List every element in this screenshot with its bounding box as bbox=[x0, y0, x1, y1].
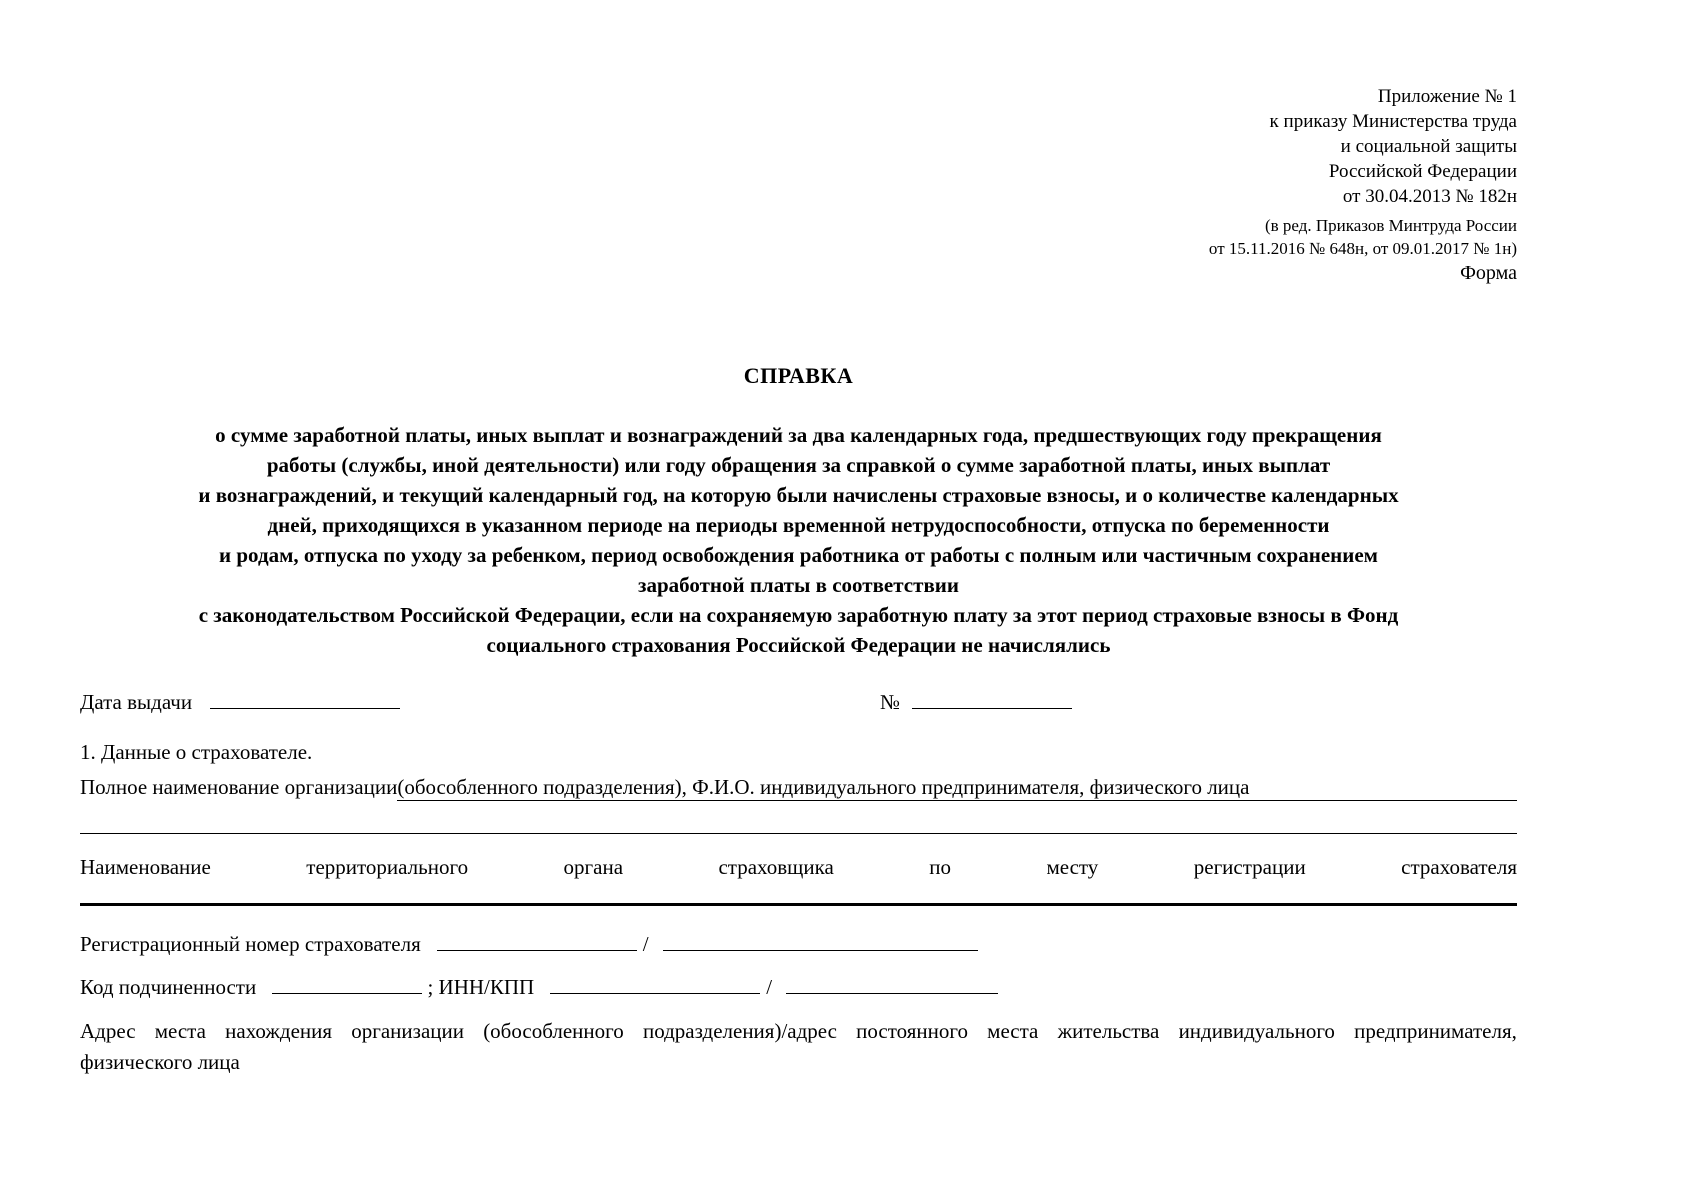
subtitle-line: дней, приходящихся в указанном периоде на периоды временной нетрудоспособности, отпуска по беременности bbox=[267, 513, 1330, 537]
subtitle-line: социального страхования Российской Федерации не начислялись bbox=[486, 633, 1111, 657]
insured-full-name-row bbox=[80, 775, 1517, 801]
appendix-line: от 30.04.2013 № 182н bbox=[1342, 186, 1517, 207]
subtitle-line: о сумме заработной платы, иных выплат и вознаграждений за два календарных года, предшествующих году прекращения bbox=[215, 423, 1382, 447]
issue-date-label: Дата выдачи bbox=[80, 690, 193, 714]
appendix-line: и социальной защиты bbox=[1340, 136, 1517, 157]
edit-note-line: (в ред. Приказов Минтруда России bbox=[1264, 216, 1517, 235]
appendix-line: к приказу Министерства труда bbox=[1269, 111, 1517, 132]
number-group bbox=[880, 688, 1072, 715]
insured-full-name-prefix: Полное наименование организации bbox=[80, 775, 398, 799]
territorial-word: месту bbox=[1046, 855, 1099, 879]
subordination-code-row bbox=[80, 973, 1517, 1000]
address-word: постоянного bbox=[856, 1019, 968, 1043]
address-label-line-1 bbox=[80, 1016, 1517, 1047]
inn-field[interactable] bbox=[550, 973, 760, 994]
insured-full-name-underlined-label: (обособленного подразделения), Ф.И.О. индивидуального предпринимателя, физического лица bbox=[397, 775, 1250, 799]
appendix-line: Российской Федерации bbox=[1328, 161, 1517, 182]
slash-separator: / bbox=[642, 932, 649, 956]
slash-separator: / bbox=[766, 975, 773, 999]
address-word: места bbox=[987, 1019, 1039, 1043]
territorial-word: по bbox=[929, 855, 951, 879]
insured-full-name-field[interactable] bbox=[1249, 775, 1517, 801]
territorial-word: Наименование bbox=[80, 855, 211, 879]
registration-number-field-2[interactable] bbox=[663, 930, 978, 951]
territorial-word: регистрации bbox=[1193, 855, 1306, 879]
address-label-line-2: физического лица bbox=[80, 1050, 240, 1074]
section1-heading: 1. Данные о страхователе. bbox=[80, 740, 313, 764]
issue-date-row bbox=[80, 688, 1517, 715]
subtitle-line: работы (службы, иной деятельности) или году обращения за справкой о сумме заработной платы, иных выплат bbox=[266, 453, 1331, 477]
document-title: СПРАВКА bbox=[743, 363, 854, 388]
form-label: Форма bbox=[1460, 262, 1517, 284]
address-word: индивидуального bbox=[1178, 1019, 1335, 1043]
issue-date-field[interactable] bbox=[210, 688, 400, 709]
subtitle-line: с законодательством Российской Федерации, если на сохраняемую заработную плату за этот период страховые взносы в Фонд bbox=[198, 603, 1399, 627]
territorial-body-label-row bbox=[80, 855, 1517, 880]
registration-number-label: Регистрационный номер страхователя bbox=[80, 932, 421, 956]
address-word: предпринимателя, bbox=[1354, 1019, 1517, 1043]
address-word: подразделения)/адрес bbox=[642, 1019, 837, 1043]
registration-number-field-1[interactable] bbox=[437, 930, 637, 951]
appendix-reference bbox=[1270, 84, 1517, 209]
address-word: Адрес bbox=[80, 1019, 136, 1043]
subtitle-line: и родам, отпуска по уходу за ребенком, период освобождения работника от работы с полным или частичным сохранением bbox=[219, 543, 1378, 567]
subordination-code-label: Код подчиненности bbox=[80, 975, 257, 999]
edit-note bbox=[1209, 214, 1517, 260]
registration-number-row bbox=[80, 930, 1517, 957]
appendix-line: Приложение № 1 bbox=[1377, 86, 1517, 107]
edit-note-line: от 15.11.2016 № 648н, от 09.01.2017 № 1н) bbox=[1208, 239, 1517, 258]
kpp-field[interactable] bbox=[786, 973, 998, 994]
address-block bbox=[80, 1016, 1517, 1078]
territorial-word: страхователя bbox=[1401, 855, 1517, 879]
territorial-word: территориального bbox=[306, 855, 469, 879]
territorial-body-field-line[interactable] bbox=[80, 903, 1517, 906]
subtitle-line: и вознаграждений, и текущий календарный год, на которую были начислены страховые взносы, и о количестве календарных bbox=[198, 483, 1399, 507]
address-word: места bbox=[154, 1019, 206, 1043]
inn-kpp-label: ; ИНН/КПП bbox=[427, 975, 535, 999]
address-word: жительства bbox=[1057, 1019, 1160, 1043]
address-word: (обособленного bbox=[483, 1019, 624, 1043]
number-label: № bbox=[880, 690, 901, 714]
number-field[interactable] bbox=[912, 688, 1072, 709]
subordination-code-field[interactable] bbox=[272, 973, 422, 994]
address-word: нахождения bbox=[225, 1019, 333, 1043]
subtitle-line: заработной платы в соответствии bbox=[638, 573, 959, 597]
address-word: организации bbox=[351, 1019, 464, 1043]
territorial-word: страховщика bbox=[718, 855, 834, 879]
territorial-word: органа bbox=[563, 855, 624, 879]
document-subtitle bbox=[80, 420, 1517, 660]
insured-full-name-field-line-2[interactable] bbox=[80, 833, 1517, 834]
